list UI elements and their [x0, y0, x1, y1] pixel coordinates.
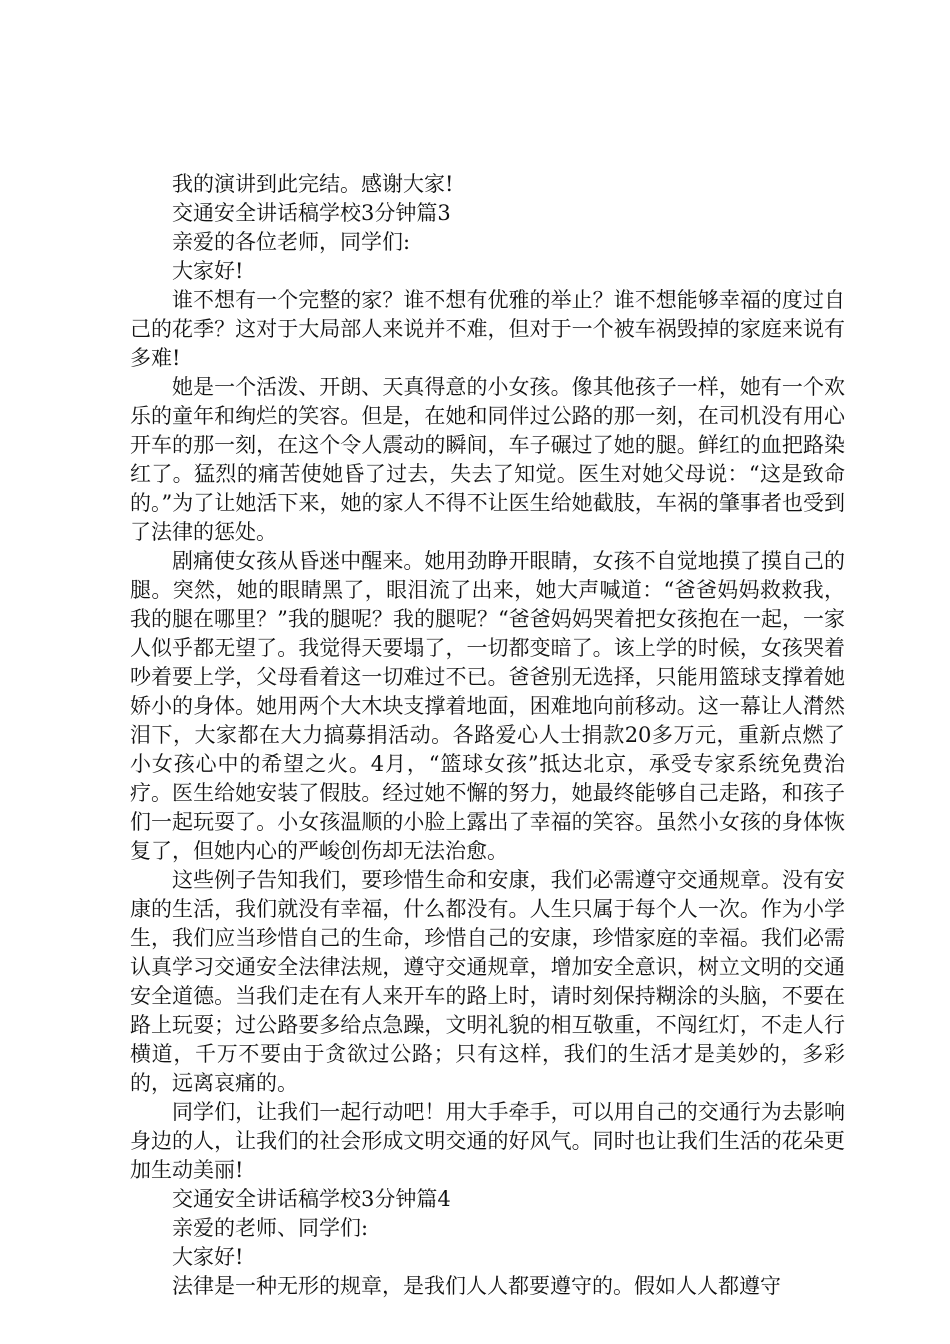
document-body [130, 170, 845, 1301]
paragraph: 这些例子告知我们，要珍惜生命和安康，我们必需遵守交通规章。没有安康的生活，我们就没有幸福，什么都没有。人生只属于每个人一次。作为小学生，我们应当珍惜自己的生命，珍惜自己的安康，珍惜家庭的幸福。我们必需认真学习交通安全法律法规，遵守交通规章，增加安全意识，树立文明的交通安全道德。当我们走在有人来开车的路上时，请时刻保持糊涂的头脑，不要在路上玩耍；过公路要多给点急躁，文明礼貌的相互敬重，不闯红灯，不走人行横道，千万不要由于贪欲过公路；只有这样，我们的生活才是美妙的，多彩的，远离哀痛的。 [130, 868, 845, 1095]
salutation-4: 亲爱的老师、同学们: [172, 1216, 369, 1240]
greeting-3: 大家好! [172, 259, 244, 283]
paragraph: 谁不想有一个完整的家？谁不想有优雅的举止？谁不想能够幸福的度过自己的花季？这对于大局部人来说并不难，但对于一个被车祸毁掉的家庭来说有多难! [130, 288, 845, 370]
salutation-3: 亲爱的各位老师，同学们: [172, 230, 411, 254]
paragraph: 同学们，让我们一起行动吧！用大手牵手，可以用自己的交通行为去影响身边的人，让我们的社会形成文明交通的好风气。同时也让我们生活的花朵更加生动美丽! [130, 1100, 845, 1182]
section-title-3: 交通安全讲话稿学校3分钟篇3 [172, 201, 451, 225]
paragraph: 剧痛使女孩从昏迷中醒来。她用劲睁开眼睛，女孩不自觉地摸了摸自己的腿。突然，她的眼睛黑了，眼泪流了出来，她大声喊道：“爸爸妈妈救救我，我的腿在哪里？”我的腿呢？我的腿呢？“爸爸妈妈哭着把女孩抱在一起，一家人似乎都无望了。我觉得天要塌了，一切都变暗了。该上学的时候，女孩哭着吵着要上学，父母看着这一切难过不已。爸爸别无选择，只能用篮球支撑着她娇小的身体。她用两个大木块支撑着地面，困难地向前移动。这一幕让人潸然泪下，大家都在大力搞募捐活动。各路爱心人士捐款20多万元，重新点燃了小女孩心中的希望之火。4月，“篮球女孩”抵达北京，承受专家系统免费治疗。医生给她安装了假肢。经过她不懈的努力，她最终能够自己走路，和孩子们一起玩耍了。小女孩温顺的小脸上露出了幸福的笑容。虽然小女孩的身体恢复了，但她内心的严峻创伤却无法治愈。 [130, 549, 845, 863]
closing-line: 我的演讲到此完结。感谢大家! [172, 172, 454, 196]
greeting-4: 大家好! [172, 1245, 244, 1269]
section-title-4: 交通安全讲话稿学校3分钟篇4 [172, 1187, 451, 1211]
paragraph: 法律是一种无形的规章，是我们人人都要遵守的。假如人人都遵守 [172, 1274, 781, 1298]
paragraph: 她是一个活泼、开朗、天真得意的小女孩。像其他孩子一样，她有一个欢乐的童年和绚烂的笑容。但是，在她和同伴过公路的那一刻，在司机没有用心开车的那一刻，在这个令人震动的瞬间，车子碾过了她的腿。鲜红的血把路染红了。猛烈的痛苦使她昏了过去，失去了知觉。医生对她父母说：“这是致命的。”为了让她活下来，她的家人不得不让医生给她截肢，车祸的肇事者也受到了法律的惩处。 [130, 375, 845, 544]
